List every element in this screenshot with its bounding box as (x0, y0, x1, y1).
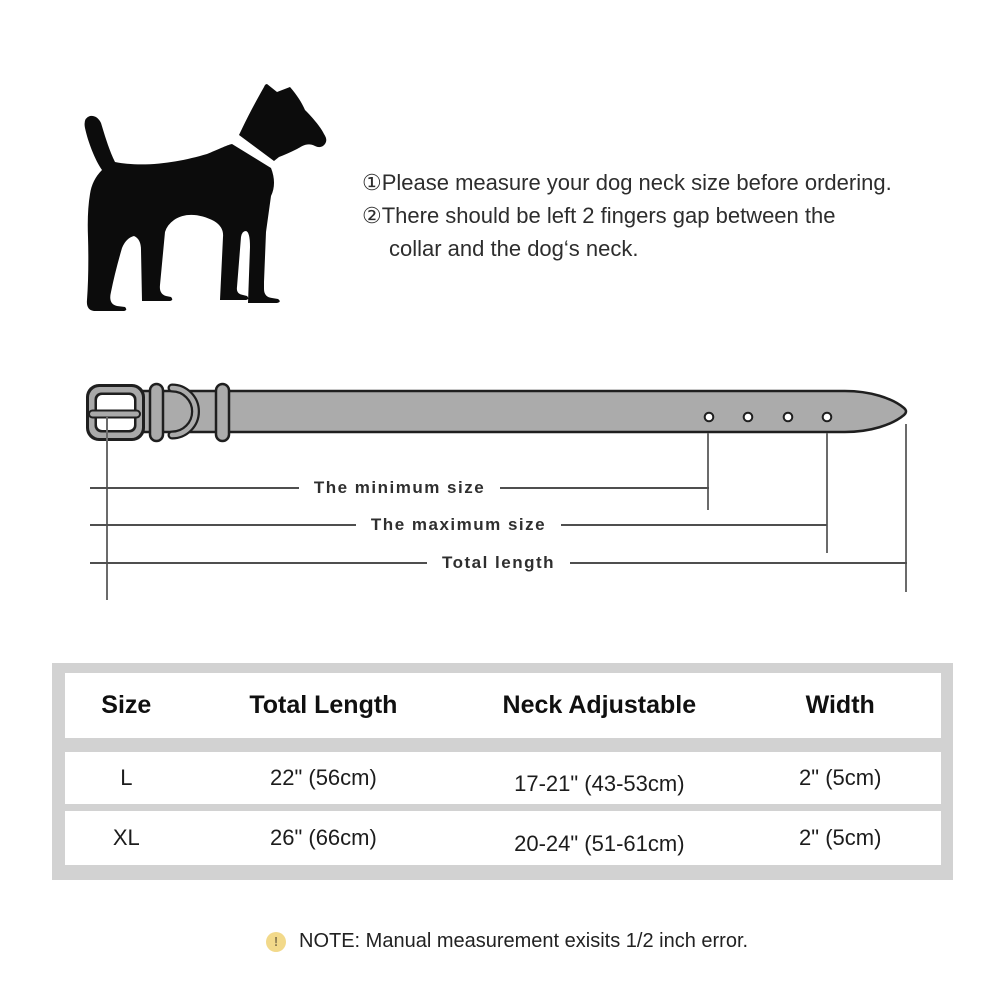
size-table (52, 663, 953, 880)
cell-size: L (120, 765, 133, 790)
measure-label-minimum: The minimum size (313, 478, 486, 497)
column-header-size: Size (101, 691, 152, 719)
dog-silhouette-graphic (75, 82, 335, 322)
note-text: NOTE: Manual measurement exisits 1/2 inch error. (299, 930, 749, 952)
collar-buckle-prong-fill (90, 412, 139, 417)
measure-line (90, 487, 299, 489)
cell-total-length: 22" (56cm) (269, 765, 377, 790)
dog-head-shape (239, 84, 326, 161)
collar-hole (744, 413, 753, 422)
cell-neck-adjustable: 20-24" (51-61cm) (514, 831, 685, 856)
dog-body-shape (85, 116, 280, 311)
measure-line (500, 487, 709, 489)
measure-label-total: Total length (441, 553, 556, 572)
collar-hole (705, 413, 714, 422)
size-table-header-row (65, 673, 941, 738)
size-table-row-l (65, 752, 941, 804)
measure-row-maximum (90, 514, 827, 536)
cell-width: 2" (5cm) (799, 825, 882, 850)
measure-row-minimum (90, 477, 709, 499)
measure-label-maximum: The maximum size (370, 515, 547, 534)
collar-hole (823, 413, 832, 422)
instruction-line-3: collar and the dog‘s neck. (389, 236, 639, 261)
measure-row-total (90, 552, 907, 574)
size-table-row-xl (65, 811, 941, 865)
cell-total-length: 26" (66cm) (269, 825, 377, 850)
measure-line (90, 562, 427, 564)
collar-hole (784, 413, 793, 422)
collar-keeper-loop (216, 384, 229, 441)
measure-line (570, 562, 907, 564)
instruction-line-1: ①Please measure your dog neck size before ordering. (362, 170, 892, 195)
collar-strap (125, 391, 906, 432)
cell-size: XL (112, 825, 140, 850)
note (266, 930, 748, 953)
cell-width: 2" (5cm) (799, 765, 882, 790)
collar-keeper-loop (150, 384, 163, 441)
instruction-line-2: ②There should be left 2 fingers gap between the (362, 203, 836, 228)
measure-line (561, 524, 827, 526)
collar-illustration (80, 378, 915, 448)
exclamation-icon: ! (266, 932, 286, 952)
column-header-width: Width (805, 691, 875, 719)
cell-neck-adjustable: 17-21" (43-53cm) (514, 771, 685, 796)
column-header-total-length: Total Length (249, 691, 398, 719)
column-header-neck-adjustable: Neck Adjustable (502, 691, 697, 719)
measure-line (90, 524, 356, 526)
measuring-instructions (362, 166, 962, 265)
